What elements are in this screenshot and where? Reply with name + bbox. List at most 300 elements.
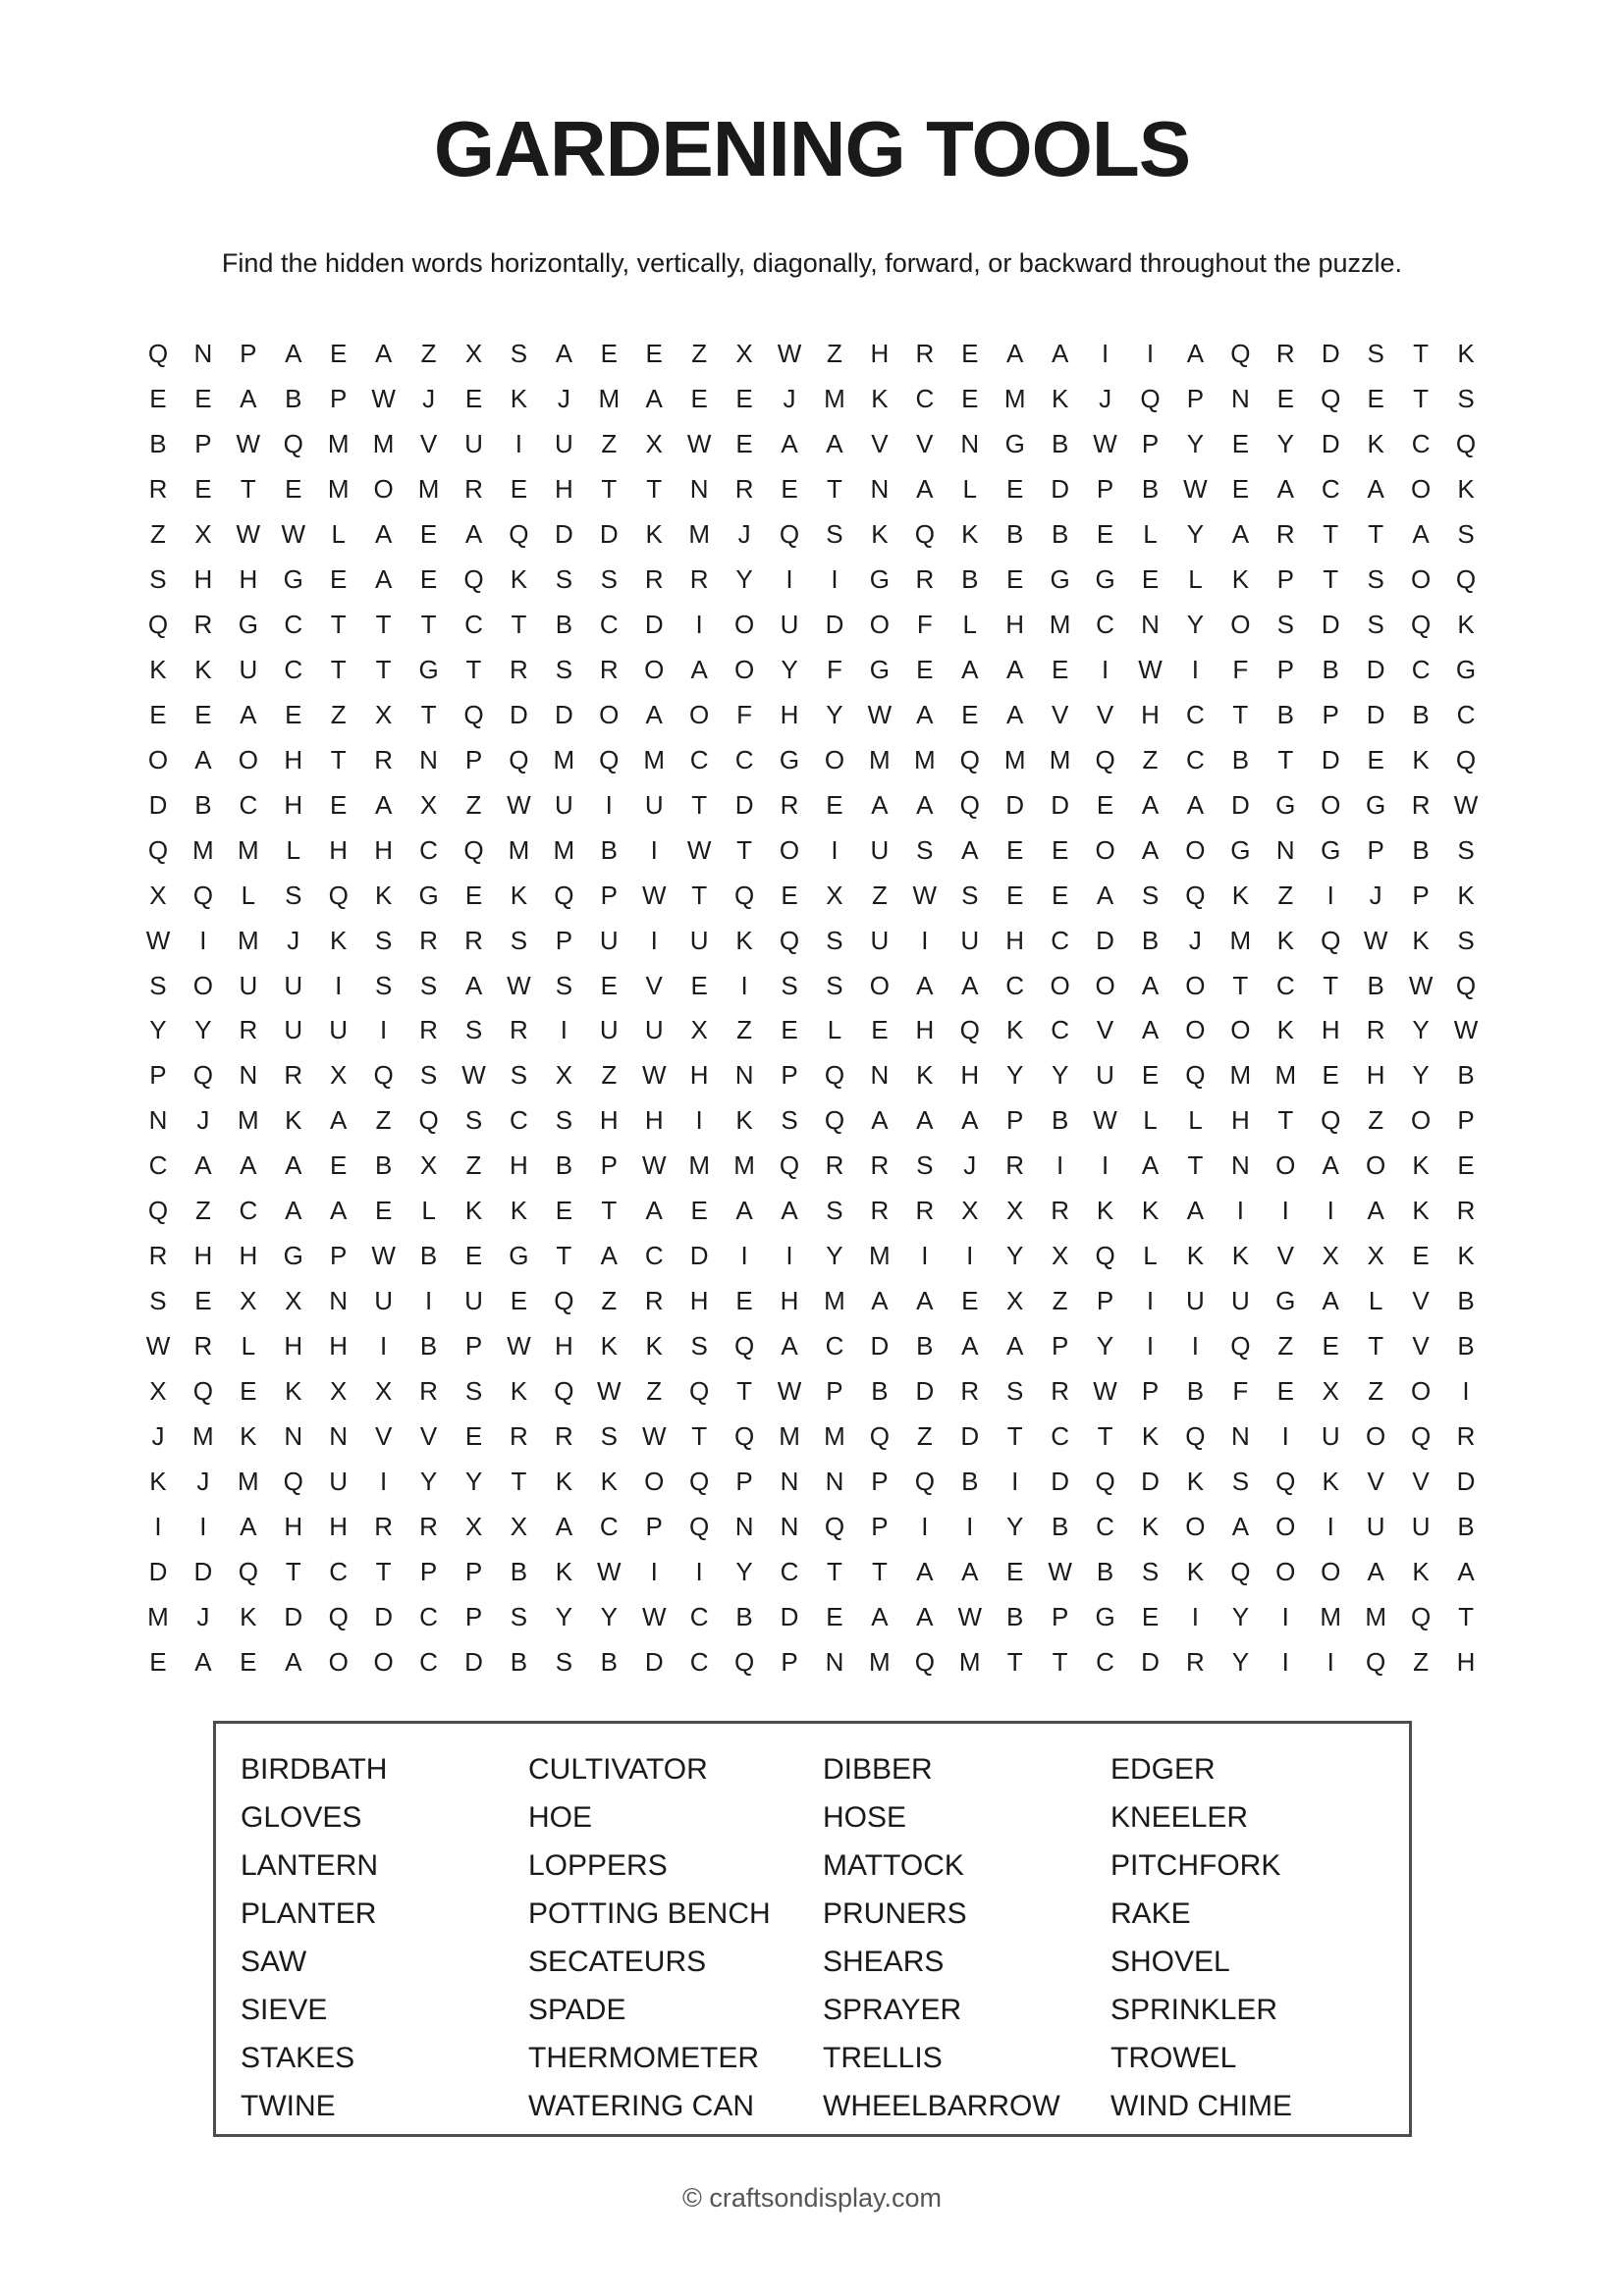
grid-letter: E — [961, 384, 979, 414]
grid-letter: D — [599, 519, 619, 550]
grid-letter: M — [824, 1286, 845, 1316]
grid-letter: Q — [779, 925, 800, 955]
grid-letter: M — [958, 1646, 981, 1677]
grid-letter: U — [1411, 1511, 1431, 1541]
grid-letter: K — [1141, 1511, 1160, 1541]
grid-letter: I — [921, 1241, 929, 1271]
grid-letter: X — [374, 699, 393, 729]
grid-letter: X — [419, 789, 438, 820]
grid-letter: P — [1322, 699, 1339, 729]
grid-letter: E — [1006, 564, 1024, 595]
grid-letter: G — [1050, 564, 1070, 595]
grid-letter: X — [961, 1196, 979, 1226]
grid-letter: M — [643, 744, 666, 774]
grid-letter: T — [736, 1375, 753, 1406]
grid-letter: B — [510, 1556, 528, 1586]
grid-letter: T — [1413, 339, 1430, 369]
grid-letter: E — [735, 429, 753, 459]
grid-letter: I — [650, 834, 658, 865]
word-bank-item: WHEELBARROW — [823, 2090, 1060, 2122]
grid-letter: R — [780, 789, 799, 820]
grid-letter: P — [464, 1330, 483, 1361]
grid-letter: E — [1051, 834, 1069, 865]
grid-letter: I — [424, 1286, 433, 1316]
grid-letter: J — [196, 1105, 210, 1136]
grid-letter: S — [600, 564, 618, 595]
word-bank-item: STAKES — [241, 2042, 355, 2074]
grid-letter: A — [1367, 1556, 1384, 1586]
grid-letter: E — [330, 339, 348, 369]
grid-letter: D — [734, 789, 754, 820]
grid-letter: J — [196, 1466, 210, 1496]
grid-letter: P — [826, 1375, 843, 1406]
grid-letter: Q — [1410, 1420, 1432, 1451]
grid-letter: B — [1412, 699, 1430, 729]
grid-letter: D — [870, 1330, 890, 1361]
grid-letter: X — [330, 1375, 348, 1406]
grid-letter: B — [194, 789, 212, 820]
grid-letter: W — [1093, 429, 1117, 459]
grid-letter: A — [555, 339, 573, 369]
grid-letter: E — [285, 699, 302, 729]
grid-letter: K — [1457, 610, 1475, 640]
grid-letter: H — [870, 339, 890, 369]
grid-letter: A — [916, 789, 934, 820]
grid-letter: E — [735, 384, 753, 414]
grid-letter: T — [1277, 1105, 1294, 1136]
grid-letter: E — [826, 1601, 843, 1631]
grid-letter: L — [1188, 1105, 1203, 1136]
grid-letter: A — [916, 1556, 934, 1586]
grid-letter: W — [371, 1241, 396, 1271]
grid-letter: B — [1276, 699, 1294, 729]
grid-letter: P — [240, 339, 257, 369]
grid-letter: X — [510, 1511, 528, 1541]
grid-letter: Q — [463, 834, 484, 865]
grid-letter: K — [600, 1466, 618, 1496]
grid-letter: B — [1051, 1105, 1069, 1136]
grid-letter: K — [1412, 1196, 1430, 1226]
grid-letter: T — [1232, 699, 1249, 729]
grid-letter: E — [330, 789, 348, 820]
grid-letter: M — [869, 744, 891, 774]
grid-letter: C — [1096, 1511, 1114, 1541]
grid-letter: R — [464, 474, 483, 505]
grid-letter: P — [600, 1150, 618, 1181]
grid-letter: P — [735, 1466, 753, 1496]
grid-letter: D — [825, 610, 844, 640]
grid-letter: U — [464, 429, 483, 459]
grid-letter: X — [240, 1286, 257, 1316]
grid-letter: O — [1185, 1511, 1206, 1541]
grid-letter: M — [688, 1150, 710, 1181]
grid-letter: P — [1367, 834, 1384, 865]
grid-letter: E — [194, 1286, 212, 1316]
grid-letter: X — [645, 429, 663, 459]
grid-letter: A — [240, 384, 257, 414]
grid-letter: T — [1323, 519, 1339, 550]
grid-letter: S — [1457, 384, 1475, 414]
grid-letter: R — [1456, 1420, 1476, 1451]
grid-letter: Y — [735, 1556, 753, 1586]
grid-letter: Y — [1186, 429, 1205, 459]
grid-letter: W — [957, 1601, 983, 1631]
grid-letter: M — [733, 1150, 755, 1181]
grid-letter: Y — [555, 1601, 573, 1631]
grid-letter: Z — [150, 519, 166, 550]
grid-letter: W — [507, 789, 531, 820]
grid-letter: A — [1457, 1556, 1475, 1586]
grid-letter: C — [1051, 1015, 1070, 1045]
grid-letter: S — [916, 834, 934, 865]
grid-letter: N — [419, 744, 438, 774]
grid-letter: P — [1276, 654, 1294, 684]
grid-letter: E — [240, 1375, 257, 1406]
grid-letter: D — [780, 1601, 799, 1631]
grid-letter: R — [644, 1286, 664, 1316]
grid-letter: Q — [689, 1375, 710, 1406]
grid-letter: I — [695, 610, 703, 640]
grid-letter: M — [1320, 1601, 1342, 1631]
grid-letter: T — [871, 1556, 888, 1586]
grid-letter: A — [194, 1646, 212, 1677]
grid-letter: Z — [1368, 1105, 1384, 1136]
grid-letter: I — [560, 1015, 568, 1045]
grid-letter: Q — [1095, 744, 1115, 774]
grid-letter: R — [1186, 1646, 1205, 1677]
grid-letter: C — [1096, 1646, 1114, 1677]
word-bank-item: DIBBER — [823, 1753, 933, 1786]
grid-letter: I — [199, 925, 207, 955]
grid-letter: X — [374, 1375, 393, 1406]
grid-letter: I — [1326, 1196, 1334, 1226]
grid-letter: C — [1186, 744, 1205, 774]
grid-letter: A — [285, 1196, 302, 1226]
grid-letter: B — [961, 1466, 979, 1496]
instructions-text: Find the hidden words horizontally, vertically, diagonally, forward, or backward throughout the puzzle. — [221, 248, 1403, 278]
grid-letter: A — [285, 339, 302, 369]
grid-letter: I — [1462, 1375, 1470, 1406]
grid-letter: A — [1006, 339, 1024, 369]
grid-letter: R — [689, 564, 709, 595]
grid-letter: Q — [689, 1511, 710, 1541]
grid-letter: D — [554, 699, 573, 729]
grid-letter: A — [374, 564, 393, 595]
grid-letter: D — [1096, 925, 1114, 955]
grid-letter: Q — [1455, 429, 1477, 459]
grid-letter: K — [510, 1196, 528, 1226]
grid-letter: A — [1367, 474, 1384, 505]
grid-letter: I — [199, 1511, 207, 1541]
grid-letter: B — [735, 1601, 753, 1631]
grid-letter: A — [916, 970, 934, 1000]
grid-letter: J — [557, 384, 570, 414]
grid-letter: R — [419, 1511, 438, 1541]
grid-letter: P — [464, 1601, 483, 1631]
grid-letter: W — [1453, 1015, 1479, 1045]
grid-letter: Z — [601, 1286, 618, 1316]
word-bank-item: LOPPERS — [528, 1849, 668, 1882]
grid-letter: H — [284, 1330, 303, 1361]
grid-letter: E — [1276, 384, 1294, 414]
grid-letter: Y — [1051, 1060, 1069, 1091]
grid-letter: U — [870, 834, 890, 865]
grid-letter: A — [961, 970, 979, 1000]
grid-letter: J — [737, 519, 751, 550]
grid-letter: L — [331, 519, 346, 550]
grid-letter: B — [1412, 834, 1430, 865]
grid-letter: E — [961, 1286, 979, 1316]
grid-letter: Q — [328, 880, 349, 910]
grid-letter: S — [826, 1196, 843, 1226]
grid-letter: K — [645, 1330, 663, 1361]
page-title: GARDENING TOOLS — [433, 105, 1191, 192]
grid-letter: U — [599, 925, 619, 955]
grid-letter: M — [417, 474, 440, 505]
grid-letter: S — [419, 1060, 438, 1091]
grid-letter: K — [1457, 474, 1475, 505]
grid-letter: Y — [464, 1466, 483, 1496]
grid-letter: K — [285, 1105, 302, 1136]
grid-letter: O — [147, 744, 169, 774]
grid-letter: D — [1051, 789, 1070, 820]
grid-letter: E — [330, 564, 348, 595]
grid-letter: D — [1366, 654, 1385, 684]
grid-letter: O — [1321, 789, 1341, 820]
grid-letter: V — [419, 429, 438, 459]
grid-letter: E — [645, 339, 663, 369]
grid-letter: H — [780, 1286, 799, 1316]
grid-letter: M — [553, 744, 575, 774]
grid-letter: Q — [1095, 1466, 1115, 1496]
grid-letter: K — [600, 1330, 618, 1361]
grid-letter: E — [690, 384, 708, 414]
grid-letter: Q — [418, 1105, 439, 1136]
grid-letter: I — [1101, 339, 1110, 369]
grid-letter: D — [1321, 744, 1340, 774]
grid-letter: Q — [733, 1646, 755, 1677]
grid-letter: Y — [826, 699, 843, 729]
grid-letter: P — [1276, 564, 1294, 595]
grid-letter: T — [1368, 1330, 1384, 1361]
grid-letter: C — [1096, 610, 1114, 640]
grid-letter: H — [1366, 1060, 1385, 1091]
grid-letter: O — [1410, 474, 1432, 505]
grid-letter: K — [1322, 1466, 1339, 1496]
grid-letter: R — [825, 1150, 844, 1181]
grid-letter: C — [1051, 925, 1070, 955]
grid-letter: N — [734, 1060, 754, 1091]
grid-letter: H — [1230, 1105, 1250, 1136]
grid-letter: R — [148, 1241, 168, 1271]
grid-letter: H — [284, 789, 303, 820]
grid-letter: S — [916, 1150, 934, 1181]
grid-letter: R — [419, 1015, 438, 1045]
grid-letter: Q — [1321, 1105, 1341, 1136]
grid-letter: Q — [554, 1286, 574, 1316]
grid-letter: S — [510, 339, 528, 369]
grid-letter: S — [149, 970, 167, 1000]
grid-letter: P — [149, 1060, 167, 1091]
grid-letter: E — [1141, 1601, 1160, 1631]
grid-letter: J — [151, 1420, 165, 1451]
grid-letter: Z — [1368, 1375, 1384, 1406]
grid-letter: X — [1006, 1196, 1024, 1226]
grid-letter: E — [961, 699, 979, 729]
grid-letter: A — [916, 474, 934, 505]
grid-letter: D — [374, 1601, 394, 1631]
grid-letter: B — [419, 1241, 438, 1271]
grid-letter: T — [1413, 384, 1430, 414]
word-bank-item: MATTOCK — [823, 1849, 964, 1882]
grid-letter: A — [374, 789, 393, 820]
grid-letter: Z — [465, 1150, 482, 1181]
grid-letter: V — [1412, 1330, 1430, 1361]
grid-letter: O — [1095, 834, 1115, 865]
grid-letter: A — [1141, 834, 1160, 865]
grid-letter: Q — [1321, 384, 1341, 414]
grid-letter: I — [966, 1241, 974, 1271]
grid-letter: Y — [1186, 519, 1205, 550]
word-bank-item: PLANTER — [241, 1897, 377, 1930]
grid-letter: H — [329, 1330, 349, 1361]
grid-letter: W — [236, 429, 261, 459]
grid-letter: M — [688, 519, 710, 550]
grid-letter: O — [1410, 564, 1432, 595]
grid-letter: R — [1051, 1375, 1070, 1406]
grid-letter: G — [869, 654, 890, 684]
grid-letter: K — [285, 1375, 302, 1406]
grid-letter: T — [601, 474, 618, 505]
grid-letter: W — [1363, 925, 1388, 955]
grid-letter: D — [1141, 1466, 1160, 1496]
grid-letter: T — [240, 474, 256, 505]
grid-letter: K — [1231, 564, 1250, 595]
grid-letter: B — [600, 1646, 618, 1677]
grid-letter: H — [554, 474, 573, 505]
grid-letter: T — [511, 610, 527, 640]
grid-letter: A — [464, 519, 483, 550]
grid-letter: K — [330, 925, 348, 955]
grid-letter: V — [645, 970, 663, 1000]
footer-credit: © craftsondisplay.com — [682, 2183, 942, 2213]
grid-letter: I — [1281, 1420, 1289, 1451]
grid-letter: Q — [959, 1015, 980, 1045]
grid-letter: S — [555, 654, 573, 684]
grid-letter: T — [736, 834, 753, 865]
grid-letter: Q — [1366, 1646, 1386, 1677]
grid-letter: K — [510, 564, 528, 595]
word-bank-item: WIND CHIME — [1110, 2090, 1292, 2122]
grid-letter: Q — [914, 1466, 935, 1496]
grid-letter: A — [961, 1556, 979, 1586]
grid-letter: Q — [147, 610, 169, 640]
grid-letter: Q — [283, 429, 303, 459]
grid-letter: M — [913, 744, 936, 774]
grid-letter: L — [421, 1196, 436, 1226]
grid-letter: M — [372, 429, 395, 459]
grid-letter: N — [960, 429, 980, 459]
grid-letter: R — [734, 474, 754, 505]
grid-letter: W — [281, 519, 306, 550]
grid-letter: R — [915, 339, 935, 369]
puzzle-grid — [135, 332, 1489, 1684]
grid-letter: K — [1367, 429, 1384, 459]
grid-letter: K — [735, 1105, 753, 1136]
grid-letter: I — [1326, 1511, 1334, 1541]
grid-letter: A — [916, 1286, 934, 1316]
grid-letter: Y — [735, 564, 753, 595]
grid-letter: D — [1141, 1646, 1160, 1677]
grid-letter: M — [192, 834, 214, 865]
grid-letter: A — [1322, 1150, 1339, 1181]
grid-letter: C — [284, 610, 303, 640]
word-bank-item: TROWEL — [1110, 2042, 1237, 2074]
grid-letter: I — [1191, 654, 1200, 684]
grid-letter: D — [644, 610, 664, 640]
grid-letter: R — [284, 1060, 303, 1091]
grid-letter: E — [149, 699, 167, 729]
grid-letter: Y — [149, 1015, 167, 1045]
grid-letter: A — [1096, 880, 1114, 910]
grid-letter: B — [1457, 1286, 1475, 1316]
grid-letter: K — [645, 519, 663, 550]
grid-letter: C — [464, 610, 483, 640]
grid-letter: M — [1365, 1601, 1386, 1631]
grid-letter: E — [464, 1420, 483, 1451]
grid-letter: D — [284, 1601, 303, 1631]
grid-letter: V — [419, 1420, 438, 1451]
grid-letter: I — [1326, 1646, 1334, 1677]
grid-letter: M — [327, 429, 350, 459]
grid-letter: B — [555, 1150, 573, 1181]
grid-letter: Q — [1455, 564, 1477, 595]
grid-letter: K — [1457, 880, 1475, 910]
grid-letter: W — [867, 699, 893, 729]
grid-letter: E — [690, 970, 708, 1000]
grid-letter: T — [285, 1556, 301, 1586]
grid-letter: L — [1188, 564, 1203, 595]
grid-letter: Q — [147, 834, 169, 865]
grid-letter: S — [555, 564, 573, 595]
grid-letter: N — [329, 1286, 349, 1316]
grid-letter: E — [600, 339, 618, 369]
grid-letter: Q — [463, 699, 484, 729]
grid-letter: D — [1366, 699, 1385, 729]
grid-letter: B — [1367, 970, 1384, 1000]
grid-letter: I — [1146, 339, 1155, 369]
grid-letter: J — [783, 384, 796, 414]
grid-letter: Q — [824, 1060, 845, 1091]
grid-letter: L — [241, 880, 256, 910]
word-bank-item: SHEARS — [823, 1946, 945, 1978]
grid-letter: N — [239, 1060, 258, 1091]
grid-letter: H — [644, 1105, 664, 1136]
grid-letter: C — [689, 744, 709, 774]
grid-letter: P — [600, 880, 618, 910]
grid-letter: M — [779, 1420, 800, 1451]
grid-letter: Z — [1277, 1330, 1294, 1361]
grid-letter: A — [1051, 339, 1069, 369]
grid-letter: C — [599, 1511, 619, 1541]
grid-letter: U — [644, 789, 664, 820]
grid-letter: A — [194, 1150, 212, 1181]
grid-letter: A — [1141, 970, 1160, 1000]
grid-letter: C — [1411, 429, 1431, 459]
grid-letter: S — [826, 925, 843, 955]
grid-letter: Z — [465, 789, 482, 820]
grid-letter: S — [826, 519, 843, 550]
